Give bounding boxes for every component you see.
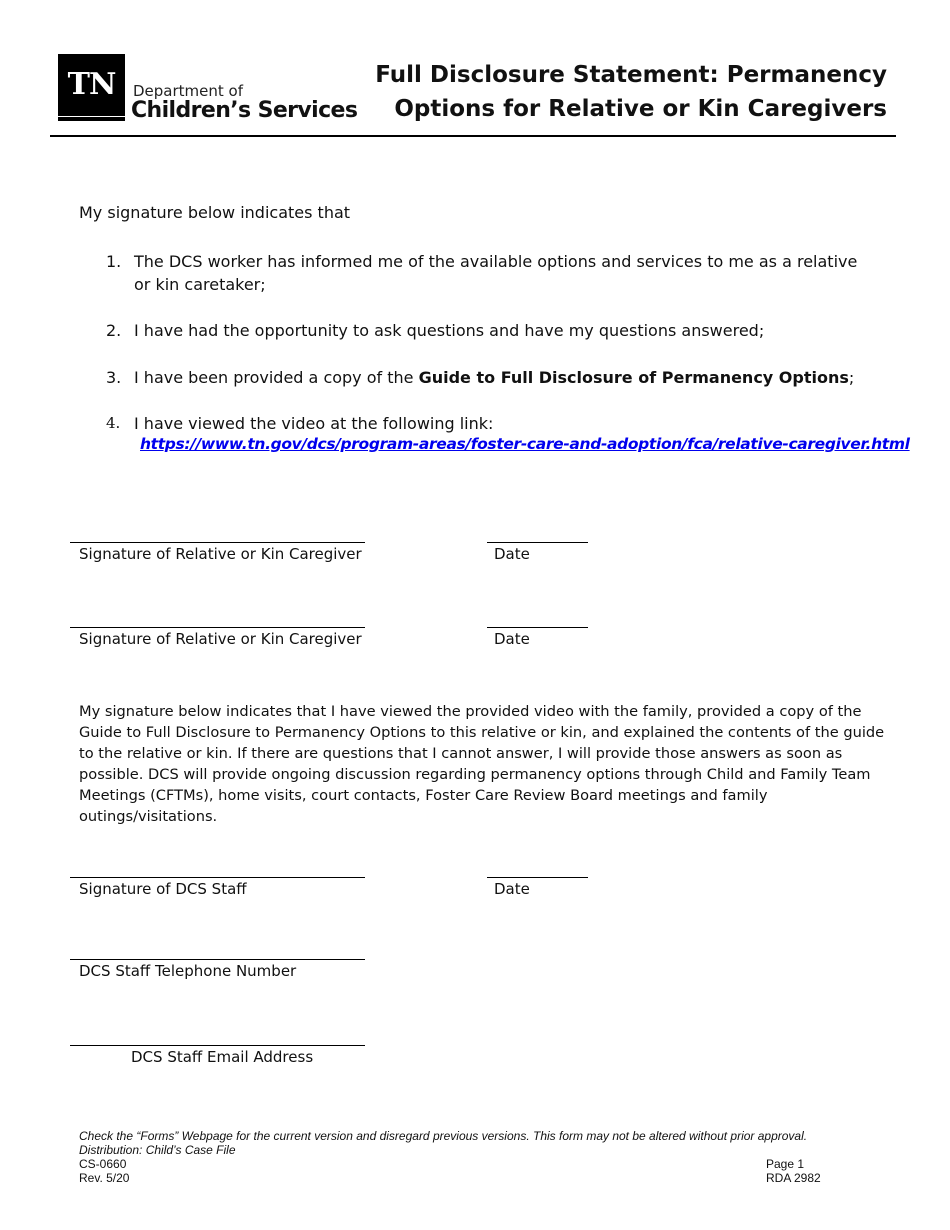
item-number: 1. (106, 252, 122, 271)
title-line-2: Options for Relative or Kin Caregivers (394, 96, 887, 122)
item-text: I have had the opportunity to ask questions and have my questions answered; (134, 321, 765, 340)
footer-notice: Check the “Forms” Webpage for the current version and disregard previous versions. This form may not be altered without prior approval. (79, 1129, 808, 1143)
guide-title: Guide to Full Disclosure of Permanency Options (418, 368, 849, 387)
intro-text: My signature below indicates that (79, 203, 351, 222)
logo-underline (58, 117, 125, 121)
relative-date-line-2[interactable] (487, 627, 588, 628)
staff-statement: My signature below indicates that I have viewed the provided video with the family, provided a copy of the Guide to Full Disclosure to Permanency Options to this relative or kin, and explained the contents of the guide to the relative or kin. If there are questions that I cannot answer, I will provide those answers as soon as possible. DCS will provide ongoing discussion regarding permanency options through Child and Family Team Meetings (CFTMs), home visits, court contacts, Foster Care Review Board meetings and family outings/visitations. (79, 703, 885, 825)
logo-agency-name: Children’s Services (131, 98, 358, 123)
relative-date-label-1: Date (494, 545, 530, 563)
page-number: Page 1 (766, 1157, 805, 1171)
staff-email-label: DCS Staff Email Address (131, 1048, 314, 1066)
video-link[interactable]: https://www.tn.gov/dcs/program-areas/foster-care-and-adoption/fca/relative-caregiver.html (140, 435, 910, 453)
item-text-after: ; (848, 368, 855, 387)
relative-signature-line-2[interactable] (70, 627, 365, 628)
header-divider (50, 135, 896, 137)
form-number: CS-0660 (79, 1157, 127, 1171)
relative-signature-label-2: Signature of Relative or Kin Caregiver (79, 630, 362, 648)
staff-phone-line[interactable] (70, 959, 365, 960)
item-number: 4. (106, 414, 121, 432)
item-text-before: I have been provided a copy of the (134, 368, 419, 387)
staff-date-line[interactable] (487, 877, 588, 878)
rda-number: RDA 2982 (766, 1171, 821, 1185)
relative-signature-label-1: Signature of Relative or Kin Caregiver (79, 545, 362, 563)
tn-logo: TN (58, 54, 125, 116)
form-revision: Rev. 5/20 (79, 1171, 130, 1185)
item-text: I have viewed the video at the following link: (134, 414, 494, 433)
relative-date-line-1[interactable] (487, 542, 588, 543)
staff-email-line[interactable] (70, 1045, 365, 1046)
logo-department-text: Department of (133, 82, 243, 100)
item-number: 2. (106, 321, 122, 340)
page-title (367, 58, 887, 126)
item-text: The DCS worker has informed me of the available options and services to me as a relative or kin caretaker; (134, 252, 858, 294)
relative-date-label-2: Date (494, 630, 530, 648)
staff-date-label: Date (494, 880, 530, 898)
staff-signature-line[interactable] (70, 877, 365, 878)
staff-signature-label: Signature of DCS Staff (79, 880, 247, 898)
item-number: 3. (106, 368, 122, 387)
relative-signature-line-1[interactable] (70, 542, 365, 543)
title-line-1: Full Disclosure Statement: Permanency (375, 62, 887, 88)
footer-distribution: Distribution: Child’s Case File (79, 1143, 236, 1157)
item-text (134, 366, 874, 389)
staff-phone-label: DCS Staff Telephone Number (79, 962, 297, 980)
